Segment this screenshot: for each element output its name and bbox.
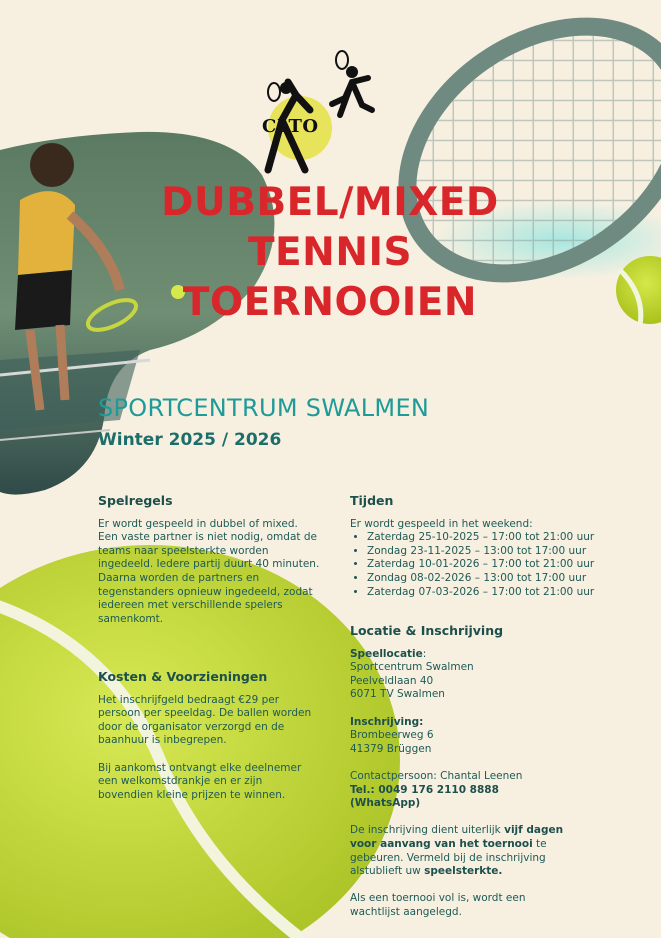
venue-line: Sportcentrum Swalmen xyxy=(350,661,474,674)
contact-phone: Tel.: 0049 176 2110 8888 (WhatsApp) xyxy=(350,783,499,810)
location-heading: Locatie & Inschrijving xyxy=(350,623,504,638)
registration-line: 41379 Brüggen xyxy=(350,742,432,755)
times-section xyxy=(350,494,610,599)
date-item: • Zondag 23-11-2025 – 13:00 tot 17:00 uur xyxy=(367,545,610,559)
date-item: • Zaterdag 25-10-2025 – 17:00 tot 21:00 uur xyxy=(367,531,610,545)
logo-text: CLTO xyxy=(262,116,319,137)
deadline-part: te gebeuren. Vermeld bij de inschrijving alstublieft uw xyxy=(350,837,547,878)
season-subtitle: Winter 2025 / 2026 xyxy=(98,430,282,450)
venue-line: 6071 TV Swalmen xyxy=(350,688,445,701)
registration-label: Inschrijving: xyxy=(350,715,424,728)
date-item: • Zaterdag 07-03-2026 – 17:00 tot 21:00 uur xyxy=(367,586,610,600)
venue-heading: SPORTCENTRUM SWALMEN xyxy=(98,394,430,422)
venue-line: Peelveldlaan 40 xyxy=(350,674,434,687)
rules-section xyxy=(98,494,320,626)
costs-text-1: Het inschrijfgeld bedraagt €29 per persoon per speeldag. De ballen worden door de organisator verzorgd en de baanhuur is inbegrepen. xyxy=(98,693,312,747)
date-item: • Zondag 08-02-2026 – 13:00 tot 17:00 uur xyxy=(367,572,610,586)
costs-text-2: Bij aankomst ontvangt elke deelnemer een welkomstdrankje en er zijn bovendien kleine prijzen te winnen. xyxy=(98,761,302,801)
rules-text: Er wordt gespeeld in dubbel of mixed. Een vaste partner is niet nodig, omdat de teams naar speelsterkte worden ingedeeld. Iedere partij duurt 40 minuten. Daarna worden de partners en tegenstanders opnieuw ingedeeld, zodat iedereen met verschillende spelers samenkomt. xyxy=(98,517,320,625)
times-intro: Er wordt gespeeld in het weekend: xyxy=(350,517,533,530)
deadline-text xyxy=(350,824,565,878)
costs-heading: Kosten & Voorzieningen xyxy=(98,669,268,684)
deadline-emphasis: vijf dagen voor aanvang van het toernooi xyxy=(350,824,564,850)
dates-list xyxy=(350,531,610,599)
clto-logo xyxy=(268,51,372,170)
registration-line: Brombeerweg 6 xyxy=(350,729,434,742)
main-title xyxy=(130,178,530,328)
title-line-3: TOERNOOIEN xyxy=(182,280,478,325)
location-section: Locatie & Inschrijving Speellocatie: Sportcentrum Swalmen Peelveldlaan 40 6071 TV Swalmen Inschrijving: Brombeerweg 6 41379 Brüggen Contactpersoon: Chantal Leenen Tel.: 0049 176 2110 8888 (WhatsApp) De inschrijving dient uiterlijk vijf dagen voor aanvang van het toernooi te gebeuren. Vermeld bij de inschrijving alstublieft uw speelsterkte. Als een toernooi vol is, wordt een wachtlijst aangelegd. xyxy=(350,623,564,918)
waitlist-text: Als een toernooi vol is, wordt een wachtlijst aangelegd. xyxy=(350,892,526,918)
title-line-2: TENNIS xyxy=(247,230,413,275)
title-line-1: DUBBEL/MIXED xyxy=(161,180,499,225)
contact-person: Contactpersoon: Chantal Leenen xyxy=(350,769,523,782)
deadline-part: De inschrijving dient uiterlijk xyxy=(350,824,505,837)
costs-section xyxy=(98,670,320,802)
date-item: • Zaterdag 10-01-2026 – 17:00 tot 21:00 uur xyxy=(367,558,610,572)
venue-label: Speellocatie xyxy=(350,647,423,660)
rules-heading: Spelregels xyxy=(98,493,173,508)
skill-emphasis: speelsterkte. xyxy=(424,865,503,878)
times-heading: Tijden xyxy=(350,493,394,508)
